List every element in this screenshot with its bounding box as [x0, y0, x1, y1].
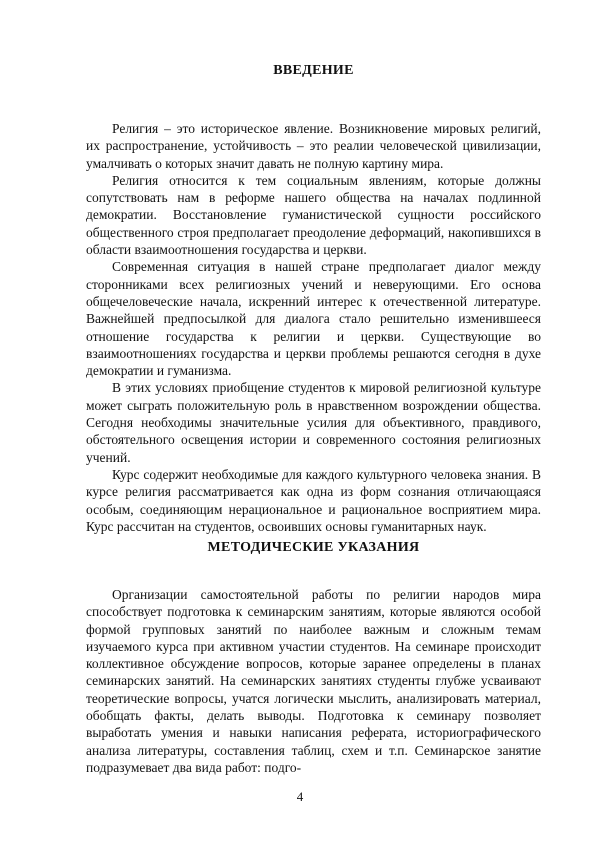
introduction-paragraph-5: Курс содержит необходимые для каждого культурного человека знания. В курсе религия рассматривается как одна из форм сознания отличающаяся особым, соединяющим нерациональное и рациональное восприятием мира. Курс рассчитан на студентов, освоивших основы гуманитарных наук. [86, 466, 541, 534]
guidelines-body [86, 586, 541, 776]
introduction-paragraph-3: Современная ситуация в нашей стране предполагает диалог между сторонниками всех религиозных учений и неверующими. Его основа общечеловеческие начала, искренний интерес к отечественной литературе. Важнейшей предпосылкой для диалога стало решительно изменившееся отношение государства к религии и церкви. Существующие во взаимоотношениях государства и церкви проблемы решаются сегодня в духе демократии и гуманизма. [86, 259, 541, 379]
page-number: 4 [296, 789, 304, 804]
guidelines-paragraph-1: Организации самостоятельной работы по религии народов мира способствует подготовка к семинарским занятиям, которые являются особой формой групповых занятий по наиболее важным и сложным темам изучаемого курса при активном участии студентов. На семинаре происходит коллективное обсуждение вопросов, которые заранее определены в планах семинарских занятий. На семинарских занятиях студенты глубже усваивают теоретические вопросы, учатся логически мыслить, анализировать материал, обобщать факты, делать выводы. Подготовка к семинару позволяет выработать умения и навыки написания реферата, историографического анализа литературы, составления таблиц, схем и т.п. Семинарское занятие подразумевает два вида работ: подго- [86, 587, 541, 775]
introduction-paragraph-2: Религия относится к тем социальным явлениям, которые должны сопутствовать нам в реформе нашего общества на началах подлинной демократии. Восстановление гуманистической сущности российского общественного строя предполагает преодоление деформаций, накопившихся в области взаимоотношения государства и церкви. [86, 172, 541, 258]
introduction-paragraph-4: В этих условиях приобщение студентов к мировой религиозной культуре может сыграть положительную роль в нравственном возрождении общества. Сегодня необходимы значительные усилия для объективного, правдивого, обстоятельного освещения истории и современного состояния религиозных учений. [86, 380, 541, 465]
introduction-body [86, 120, 541, 535]
introduction-paragraph-1: Религия – это историческое явление. Возникновение мировых религий, их распространение, устойчивость – это реалии человеческой цивилизации, умалчивать о которых значит давать не полную картину мира. [86, 121, 541, 171]
section-title-guidelines: МЕТОДИЧЕСКИЕ УКАЗАНИЯ [207, 540, 420, 555]
section-title-introduction: ВВЕДЕНИЕ [273, 63, 354, 78]
